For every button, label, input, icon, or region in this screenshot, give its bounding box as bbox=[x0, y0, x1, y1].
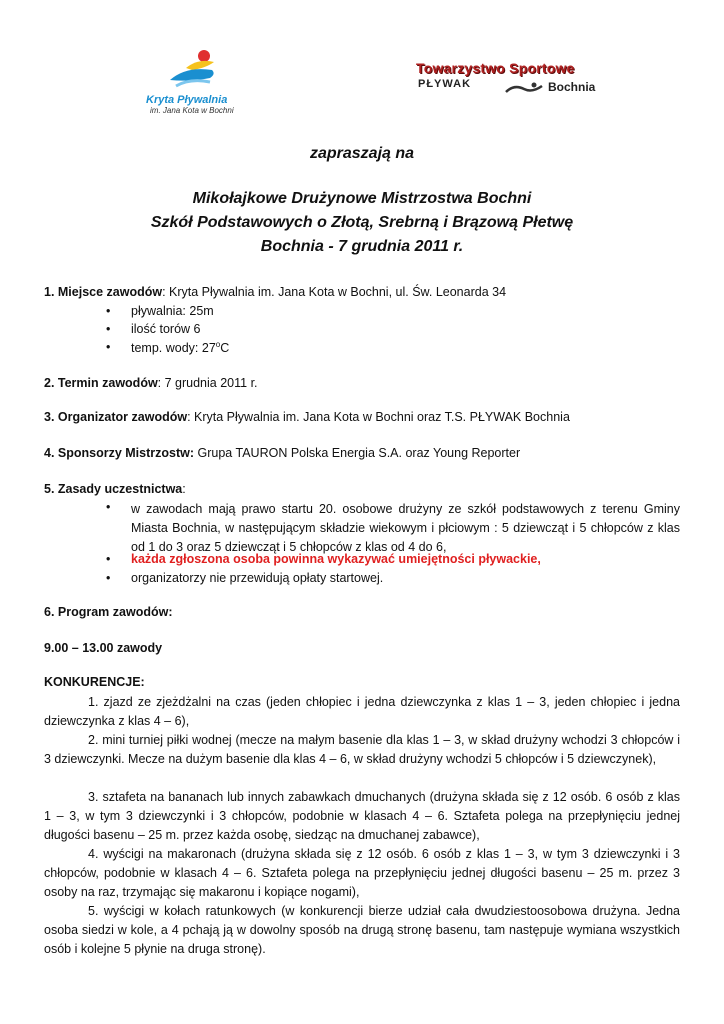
rule-swimming-skills: każda zgłoszona osoba powinna wykazywać umiejętności pływackie, bbox=[131, 552, 541, 566]
competition-item: 4. wyścigi na makaronach (drużyna składa się z 12 osób. 6 osób z klas 1 – 3, w tym 3 dziewczynki i 3 chłopców, podobnie w klasach 4 – 6. Sztafeta polega na przepłynięciu jednej długości basenu – 25 m. przez 3 osoby na raz, trzymając się makaronu i kopiące nogami), bbox=[44, 847, 680, 899]
plywak-logo bbox=[412, 56, 638, 102]
bullet-dot: • bbox=[106, 322, 111, 336]
competition-item: 1. zjazd ze zjeżdżalni na czas (jeden chłopiec i jedna dziewczynka z klas 1 – 3, jeden chłopiec i jedna dziewczynka z klas 4 – 6), bbox=[44, 695, 680, 728]
invite-line: zapraszają na bbox=[309, 145, 415, 162]
section-program: 6. Program zawodów: bbox=[44, 605, 173, 619]
competition-item: 5. wyścigi w kołach ratunkowych (w konkurencji bierze udział cała dwudziestoosobowa drużyna. Jedna osoba siedzi w kole, a 4 pchają ją w dowolny sposób na drugą stronę basenu, tam następuje wymiana wszystkich osób i kolejne 5 płynie na druga stronę). bbox=[44, 904, 680, 956]
title-line-2: Szkół Podstawowych o Złotą, Srebrną i Brązową Płetwę bbox=[150, 214, 574, 231]
competition-item: 2. mini turniej piłki wodnej (mecze na małym basenie dla klas 1 – 3, w skład drużyny wchodzi 3 chłopców i 3 dziewczynki. Mecze na dużym basenie dla klas 4 – 6, w skład drużyny wchodzi 5 chłopców i 5 dziewczynek), bbox=[44, 733, 680, 766]
club-org-name: Towarzystwo Sportowe bbox=[416, 60, 575, 76]
rule-no-fee: organizatorzy nie przewidują opłaty startowej. bbox=[131, 571, 384, 585]
pool-name: Kryta Pływalnia bbox=[146, 94, 228, 106]
club-city: Bochnia bbox=[548, 80, 596, 94]
title-line-1: Mikołajkowe Drużynowe Mistrzostwa Bochni bbox=[192, 190, 532, 207]
bullet-dot: • bbox=[106, 340, 111, 354]
section-sponsors: 4. Sponsorzy Mistrzostw: Grupa TAURON Polska Energia S.A. oraz Young Reporter bbox=[44, 446, 521, 460]
pool-subtitle: im. Jana Kota w Bochni bbox=[150, 106, 234, 115]
section-rules: 5. Zasady uczestnictwa: bbox=[44, 482, 186, 496]
bullet-dot: • bbox=[106, 552, 111, 566]
swimmer-wave-icon bbox=[504, 80, 544, 96]
bullet-dot: • bbox=[106, 500, 111, 514]
swimmer-logo-icon bbox=[166, 48, 226, 92]
competitions-heading: KONKURENCJE: bbox=[44, 675, 145, 689]
section-venue: 1. Miejsce zawodów: Kryta Pływalnia im. Jana Kota w Bochni, ul. Św. Leonarda 34 bbox=[44, 285, 507, 299]
section-date: 2. Termin zawodów: 7 grudnia 2011 r. bbox=[44, 376, 258, 390]
bullet-dot: • bbox=[106, 571, 111, 585]
section-organizer: 3. Organizator zawodów: Kryta Pływalnia im. Jana Kota w Bochni oraz T.S. PŁYWAK Bochnia bbox=[44, 410, 570, 424]
bullet-dot: • bbox=[106, 304, 111, 318]
competition-item: 3. sztafeta na bananach lub innych zabawkach dmuchanych (drużyna składa się z 12 osób. 6 osób z klas 1 – 3, w tym 3 dziewczynki i 3 chłopców, podobnie w klasach 4 – 6. Sztafeta polega na przepłynięciu jednej długości basenu – 25 m. przez każda osobę, siedząc na dmuchanej zabawce), bbox=[44, 790, 680, 842]
venue-water-temp: temp. wody: 27$^o$C bbox=[131, 340, 230, 356]
club-name: PŁYWAK bbox=[418, 78, 472, 90]
title-line-3: Bochnia - 7 grudnia 2011 r. bbox=[260, 238, 464, 255]
program-time: 9.00 – 13.00 zawody bbox=[44, 641, 163, 655]
kryta-plywalnia-logo bbox=[130, 48, 260, 118]
venue-pool-length: pływalnia: 25m bbox=[131, 304, 214, 318]
venue-lanes: ilość torów 6 bbox=[131, 322, 201, 336]
rule-eligibility: w zawodach mają prawo startu 20. osobowe drużyny ze szkół podstawowych z terenu Gminy Miasta Bochnia, w następującym składzie wiekowym i płciowym : 5 dziewcząt i 5 chłopców z klas od 1 do 3 oraz 5 dziewcząt i 5 chłopców z klas od 4 do 6, bbox=[131, 502, 680, 554]
